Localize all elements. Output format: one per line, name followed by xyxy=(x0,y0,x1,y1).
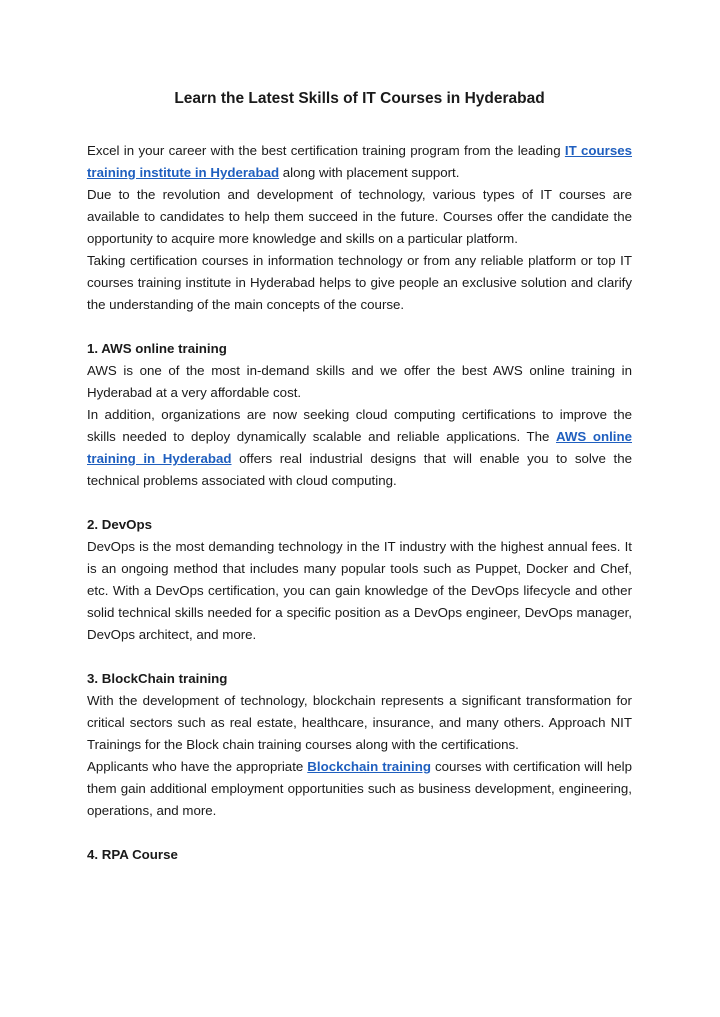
devops-heading: 2. DevOps xyxy=(87,517,153,532)
page-title: Learn the Latest Skills of IT Courses in Hyderabad xyxy=(174,90,545,107)
aws-paragraph-2 xyxy=(87,404,632,492)
aws-text-before: In addition, organizations are now seeking cloud computing certifications to improve the skills needed to deploy dynamically scalable and reliable applications. The xyxy=(87,407,632,444)
intro-text-after: along with placement support. xyxy=(279,165,460,180)
blockchain-heading: 3. BlockChain training xyxy=(87,671,228,686)
spacer xyxy=(87,492,632,514)
devops-paragraph-1: DevOps is the most demanding technology in the IT industry with the highest annual fees. It is an ongoing method that includes many popular tools such as Puppet, Docker and Chef, etc. With a DevOps certification, you can gain knowledge of the DevOps lifecycle and other solid technical skills needed for a specific position as a DevOps engineer, DevOps manager, DevOps architect, and more. xyxy=(87,539,632,642)
intro-text-before: Excel in your career with the best certification training program from the leading xyxy=(87,143,565,158)
spacer xyxy=(87,316,632,338)
aws-text-after: offers real industrial designs that will enable you to solve the technical problems associated with cloud computing. xyxy=(87,451,632,488)
blockchain-training-link[interactable]: Blockchain training xyxy=(307,759,431,774)
rpa-heading: 4. RPA Course xyxy=(87,847,178,862)
blockchain-text-after: courses with certification will help them gain additional employment opportunities such as business development, engineering, operations, and more. xyxy=(87,759,632,818)
intro-paragraph-3: Taking certification courses in information technology or from any reliable platform or top IT courses training institute in Hyderabad helps to give people an exclusive solution and clarify the understanding of the main concepts of the course. xyxy=(87,253,632,312)
intro-paragraph-1 xyxy=(87,140,632,184)
aws-heading: 1. AWS online training xyxy=(87,341,227,356)
blockchain-paragraph-1: With the development of technology, blockchain represents a significant transformation for critical sectors such as real estate, healthcare, insurance, and many others. Approach NIT Trainings for the Block chain training courses along with the certifications. xyxy=(87,693,632,752)
intro-paragraph-2: Due to the revolution and development of technology, various types of IT courses are available to candidates to help them succeed in the future. Courses offer the candidate the opportunity to acquire more knowledge and skills on a particular platform. xyxy=(87,187,632,246)
spacer xyxy=(87,646,632,668)
document-page xyxy=(87,88,632,866)
aws-training-link[interactable]: AWS online training in Hyderabad xyxy=(87,429,632,466)
aws-paragraph-1: AWS is one of the most in-demand skills and we offer the best AWS online training in Hyderabad at a very affordable cost. xyxy=(87,363,632,400)
spacer xyxy=(87,822,632,844)
blockchain-text-before: Applicants who have the appropriate xyxy=(87,759,308,774)
it-courses-link[interactable]: IT courses training institute in Hyderabad xyxy=(87,143,633,180)
blockchain-paragraph-2 xyxy=(87,756,632,822)
